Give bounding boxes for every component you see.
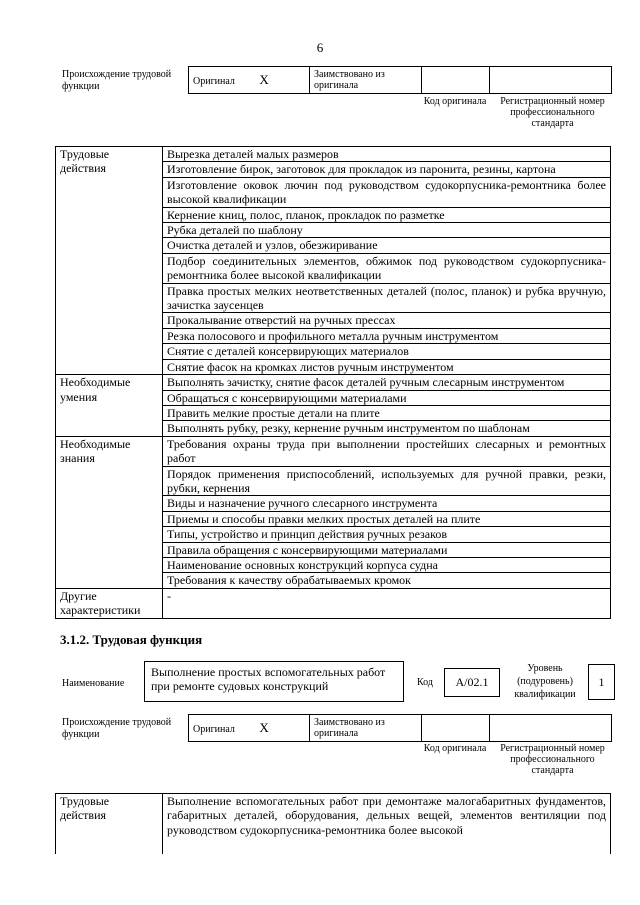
table-row (56, 794, 611, 855)
item-cell: Выполнять рубку, резку, кернение ручным инструментом по шаблонам (163, 421, 611, 436)
origin-table (188, 66, 612, 94)
original-code-cell (422, 67, 490, 94)
item-cell: Вырезка деталей малых размеров (163, 147, 611, 162)
labor-actions-table-2 (55, 793, 611, 854)
table-row (56, 436, 611, 466)
code-label: Код (417, 677, 433, 688)
original-code-cell-2 (422, 715, 490, 742)
item-cell: Приемы и способы правки мелких простых деталей на плите (163, 511, 611, 526)
level-label: Уровень (подуровень) квалификации (514, 663, 576, 700)
origin-table-2 (188, 714, 612, 742)
item-cell: Резка полосового и профильного металла ручным инструментом (163, 328, 611, 343)
item-cell: - (163, 588, 611, 618)
table-row (56, 147, 611, 162)
item-cell: Порядок применения приспособлений, используемых для ручной правки, резки, рубки, кернения (163, 466, 611, 496)
registration-number-cell-2 (490, 715, 612, 742)
function-name-box: Выполнение простых вспомогательных работ при ремонте судовых конструкций (144, 661, 404, 702)
item-cell: Снятие фасок на кромках листов ручным инструментом (163, 359, 611, 374)
item-cell: Изготовление оковок лючин под руководством судокорпусника-ремонтника более высокой квалификации (163, 177, 611, 207)
item-cell: Подбор соединительных элементов, обжимок под руководством судокорпусника-ремонтника более высокой квалификации (163, 253, 611, 283)
table-row (56, 375, 611, 390)
name-label: Наименование (62, 678, 125, 689)
borrowed-label: Заимствовано из оригинала (310, 67, 422, 94)
item-cell: Правила обращения с консервирующими материалами (163, 542, 611, 557)
registration-caption: Регистрационный номер профессионального стандарта (500, 96, 605, 129)
item-cell: Кернение книц, полос, планок, прокладок по разметке (163, 207, 611, 222)
category-cell: Трудовые действия (56, 794, 163, 855)
item-cell: Рубка деталей по шаблону (163, 223, 611, 238)
original-cell (189, 67, 310, 94)
registration-number-cell (490, 67, 612, 94)
item-cell: Правка простых мелких неответственных деталей (полос, планок) и рубка вручную, зачистка заусенцев (163, 283, 611, 313)
page-number: 6 (316, 40, 324, 55)
registration-caption-2: Регистрационный номер профессионального стандарта (500, 743, 605, 776)
original-mark-2: X (259, 720, 269, 735)
item-cell: Типы, устройство и принцип действия ручных резаков (163, 527, 611, 542)
function-code-box: A/02.1 (444, 668, 500, 697)
item-cell: Требования охраны труда при выполнении простейших слесарных и ремонтных работ (163, 436, 611, 466)
category-cell: Необходимые знания (56, 436, 163, 588)
item-cell: Править мелкие простые детали на плите (163, 405, 611, 420)
table-row (56, 588, 611, 618)
item-cell: Очистка деталей и узлов, обезжиривание (163, 238, 611, 253)
item-cell: Выполнять зачистку, снятие фасок деталей ручным слесарным инструментом (163, 375, 611, 390)
original-mark: X (259, 72, 269, 87)
category-cell: Трудовые действия (56, 147, 163, 375)
original-label-2: Оригинал (193, 724, 235, 735)
origin-label-2: Происхождение трудовой функции (62, 717, 172, 740)
item-cell: Требования к качеству обрабатываемых кромок (163, 573, 611, 588)
item-cell: Виды и назначение ручного слесарного инструмента (163, 496, 611, 511)
original-label: Оригинал (193, 76, 235, 87)
original-cell-2 (189, 715, 310, 742)
category-cell: Необходимые умения (56, 375, 163, 437)
table2-clip (55, 793, 615, 905)
origin-label: Происхождение трудовой функции (62, 69, 172, 92)
category-cell: Другие характеристики (56, 588, 163, 618)
item-cell: Наименование основных конструкций корпуса судна (163, 557, 611, 572)
item-cell: Изготовление бирок, заготовок для прокладок из паронита, резины, картона (163, 162, 611, 177)
code-caption: Код оригинала (423, 96, 487, 107)
code-caption-2: Код оригинала (423, 743, 487, 754)
item-cell: Прокалывание отверстий на ручных прессах (163, 313, 611, 328)
level-box: 1 (588, 664, 615, 700)
item-cell: Снятие с деталей консервирующих материалов (163, 344, 611, 359)
item-cell: Выполнение вспомогательных работ при демонтаже малогабаритных фундаментов, габаритных деталей, оборудования, дельных вещей, элементов вентиляции под руководством судокорпусника-ремонтника более высокой (163, 794, 611, 855)
labor-function-table (55, 146, 611, 619)
item-cell: Обращаться с консервирующими материалами (163, 390, 611, 405)
borrowed-label-2: Заимствовано из оригинала (310, 715, 422, 742)
section-heading: 3.1.2. Трудовая функция (60, 632, 203, 647)
